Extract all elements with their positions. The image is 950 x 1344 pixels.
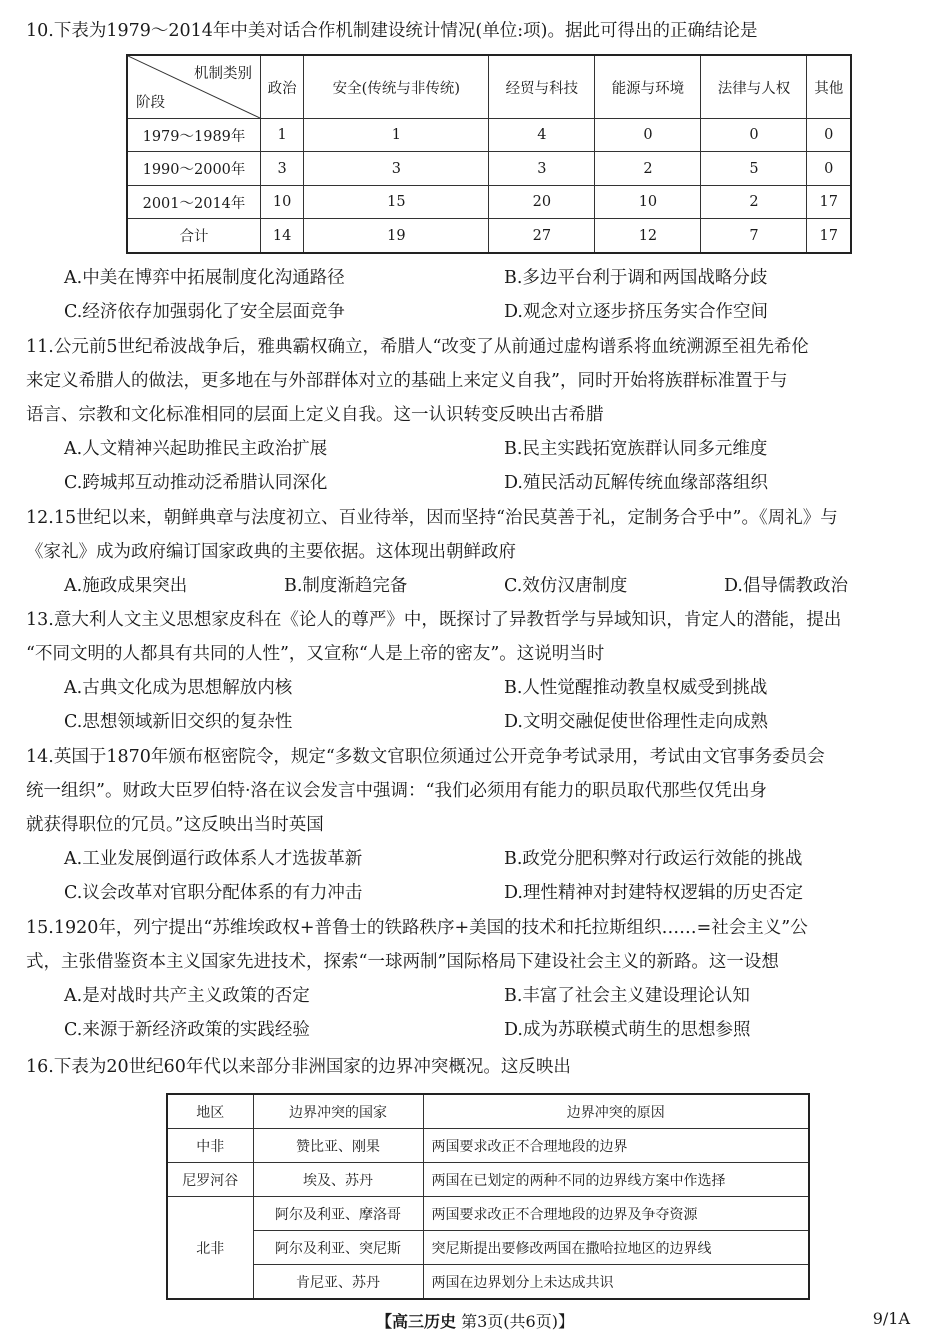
option-c[interactable]: C.议会改革对官职分配体系的有力冲击 xyxy=(64,883,363,903)
page-footer xyxy=(0,1309,950,1332)
row-label: 1990～2000年 xyxy=(127,152,261,185)
table-cell: 19 xyxy=(304,219,489,253)
question-15-stem xyxy=(26,911,926,979)
row-label: 1979～1989年 xyxy=(127,119,261,152)
footer-subject: 【高三历史 xyxy=(376,1312,457,1331)
table-cell: 0 xyxy=(807,119,851,152)
table-header-cell: 边界冲突的国家 xyxy=(253,1094,423,1129)
table-row xyxy=(167,1265,809,1300)
table-cell: 3 xyxy=(304,152,489,185)
option-a[interactable]: A.工业发展倒逼行政体系人才选拔革新 xyxy=(64,849,363,869)
table-cell: 3 xyxy=(261,152,304,185)
question-12-options xyxy=(26,569,950,603)
table-cell: 12 xyxy=(595,219,701,253)
stem-line: 就获得职位的冗员。”这反映出当时英国 xyxy=(26,815,324,835)
question-14-options xyxy=(26,842,950,910)
option-d[interactable]: D.倡导儒教政治 xyxy=(724,576,848,596)
stem-line: 语言、宗教和文化标准相同的层面上定义自我。这一认识转变反映出古希腊 xyxy=(26,405,604,425)
region-cell: 尼罗河谷 xyxy=(167,1163,253,1197)
option-b[interactable]: B.丰富了社会主义建设理论认知 xyxy=(504,986,750,1006)
table-row xyxy=(167,1231,809,1265)
table-header-cell: 能源与环境 xyxy=(595,55,701,119)
option-b[interactable]: B.多边平台利于调和两国战略分歧 xyxy=(504,268,768,288)
countries-cell: 阿尔及利亚、摩洛哥 xyxy=(253,1197,423,1231)
footer-page-number: 第3页(共6页)】 xyxy=(461,1312,574,1331)
option-d[interactable]: D.观念对立逐步挤压务实合作空间 xyxy=(504,302,768,322)
row-label: 合计 xyxy=(127,219,261,253)
option-d[interactable]: D.文明交融促使世俗理性走向成熟 xyxy=(504,712,768,732)
question-11-stem xyxy=(26,330,926,432)
countries-cell: 肯尼亚、苏丹 xyxy=(253,1265,423,1300)
question-10-options xyxy=(26,261,950,329)
option-a[interactable]: A.施政成果突出 xyxy=(64,576,188,596)
option-c[interactable]: C.思想领域新旧交织的复杂性 xyxy=(64,712,293,732)
stem-line: 14.英国于1870年颁布枢密院令，规定“多数文官职位须通过公开竞争考试录用，考试由文官事务委员会 xyxy=(26,747,825,767)
option-a[interactable]: A.古典文化成为思想解放内核 xyxy=(64,678,293,698)
table-cell: 5 xyxy=(701,152,807,185)
table-header-cell: 法律与人权 xyxy=(701,55,807,119)
option-b[interactable]: B.政党分肥积弊对行政运行效能的挑战 xyxy=(504,849,803,869)
region-cell: 中非 xyxy=(167,1129,253,1163)
table-header-cell: 边界冲突的原因 xyxy=(423,1094,809,1129)
table-cell: 7 xyxy=(701,219,807,253)
table-cell: 17 xyxy=(807,219,851,253)
countries-cell: 赞比亚、刚果 xyxy=(253,1129,423,1163)
stem-line: 来定义希腊人的做法，更多地在与外部群体对立的基础上来定义自我”，同时开始将族群标准置于与 xyxy=(26,371,788,391)
reason-cell: 两国要求改正不合理地段的边界及争夺资源 xyxy=(423,1197,809,1231)
corner-bottom-label: 阶段 xyxy=(136,95,165,111)
q10-table xyxy=(126,54,852,254)
reason-cell: 突尼斯提出要修改两国在撒哈拉地区的边界线 xyxy=(423,1231,809,1265)
table-cell: 0 xyxy=(807,152,851,185)
option-d[interactable]: D.理性精神对封建特权逻辑的历史否定 xyxy=(504,883,803,903)
question-16-stem: 16.下表为20世纪60年代以来部分非洲国家的边界冲突概况。这反映出 xyxy=(26,1057,571,1077)
question-12-stem xyxy=(26,501,926,569)
option-b[interactable]: B.人性觉醒推动教皇权威受到挑战 xyxy=(504,678,768,698)
corner-top-label: 机制类别 xyxy=(194,66,252,82)
table-header-row xyxy=(127,55,851,119)
table-row xyxy=(127,185,851,218)
table-cell: 1 xyxy=(304,119,489,152)
table-row xyxy=(167,1129,809,1163)
table-header-cell: 其他 xyxy=(807,55,851,119)
option-b[interactable]: B.民主实践拓宽族群认同多元维度 xyxy=(504,439,768,459)
question-13-options xyxy=(26,671,950,739)
table-cell: 0 xyxy=(701,119,807,152)
paper-code: 9/1A xyxy=(872,1309,910,1328)
stem-line: 12.15世纪以来，朝鲜典章与法度初立、百业待举，因而坚持“治民莫善于礼，定制务合乎中”。《周礼》与 xyxy=(26,508,838,528)
region-cell: 北非 xyxy=(167,1197,253,1300)
reason-cell: 两国在边界划分上未达成共识 xyxy=(423,1265,809,1300)
table-cell: 0 xyxy=(595,119,701,152)
stem-line: 15.1920年，列宁提出“苏维埃政权+普鲁士的铁路秩序+美国的技术和托拉斯组织……=社会主义”公 xyxy=(26,918,808,938)
table-cell: 10 xyxy=(261,185,304,218)
table-header-cell: 政治 xyxy=(261,55,304,119)
option-a[interactable]: A.人文精神兴起助推民主政治扩展 xyxy=(64,439,328,459)
table-cell: 20 xyxy=(489,185,595,218)
table-row xyxy=(127,152,851,185)
table-corner-cell xyxy=(127,55,261,119)
table-cell: 27 xyxy=(489,219,595,253)
table-cell: 2 xyxy=(701,185,807,218)
table-row xyxy=(127,219,851,253)
option-c[interactable]: C.效仿汉唐制度 xyxy=(504,576,628,596)
table-cell: 2 xyxy=(595,152,701,185)
table-row xyxy=(127,119,851,152)
table-cell: 4 xyxy=(489,119,595,152)
question-10-stem: 10.下表为1979～2014年中美对话合作机制建设统计情况(单位:项)。据此可得出的正确结论是 xyxy=(26,21,758,41)
table-cell: 14 xyxy=(261,219,304,253)
question-15-options xyxy=(26,979,950,1047)
question-11-options xyxy=(26,432,950,500)
reason-cell: 两国要求改正不合理地段的边界 xyxy=(423,1129,809,1163)
option-b[interactable]: B.制度渐趋完备 xyxy=(284,576,408,596)
stem-line: 式，主张借鉴资本主义国家先进技术，探索“一球两制”国际格局下建设社会主义的新路。这一设想 xyxy=(26,952,779,972)
stem-line: 13.意大利人文主义思想家皮科在《论人的尊严》中，既探讨了异教哲学与异域知识，肯定人的潜能，提出 xyxy=(26,610,842,630)
question-13-stem xyxy=(26,603,926,671)
option-a[interactable]: A.是对战时共产主义政策的否定 xyxy=(64,986,310,1006)
option-c[interactable]: C.经济依存加强弱化了安全层面竞争 xyxy=(64,302,345,322)
option-a[interactable]: A.中美在博弈中拓展制度化沟通路径 xyxy=(64,268,345,288)
table-header-cell: 地区 xyxy=(167,1094,253,1129)
table-cell: 3 xyxy=(489,152,595,185)
stem-line: “不同文明的人都具有共同的人性”，又宣称“人是上帝的密友”。这说明当时 xyxy=(26,644,605,664)
stem-line: 《家礼》成为政府编订国家政典的主要依据。这体现出朝鲜政府 xyxy=(26,542,516,562)
countries-cell: 阿尔及利亚、突尼斯 xyxy=(253,1231,423,1265)
table-cell: 1 xyxy=(261,119,304,152)
q16-table xyxy=(166,1093,810,1300)
table-row xyxy=(167,1163,809,1197)
table-header-cell: 经贸与科技 xyxy=(489,55,595,119)
reason-cell: 两国在已划定的两种不同的边界线方案中作选择 xyxy=(423,1163,809,1197)
table-row xyxy=(167,1197,809,1231)
table-cell: 10 xyxy=(595,185,701,218)
stem-line: 统一组织”。财政大臣罗伯特·洛在议会发言中强调：“我们必须用有能力的职员取代那些仅凭出身 xyxy=(26,781,767,801)
option-c[interactable]: C.跨城邦互动推动泛希腊认同深化 xyxy=(64,473,328,493)
question-14-stem xyxy=(26,740,926,842)
table-header-row xyxy=(167,1094,809,1129)
option-d[interactable]: D.殖民活动瓦解传统血缘部落组织 xyxy=(504,473,768,493)
stem-line: 11.公元前5世纪希波战争后，雅典霸权确立，希腊人“改变了从前通过虚构谱系将血统溯源至祖先希伦 xyxy=(26,337,809,357)
countries-cell: 埃及、苏丹 xyxy=(253,1163,423,1197)
table-cell: 17 xyxy=(807,185,851,218)
table-cell: 15 xyxy=(304,185,489,218)
option-c[interactable]: C.来源于新经济政策的实践经验 xyxy=(64,1020,310,1040)
option-d[interactable]: D.成为苏联模式萌生的思想参照 xyxy=(504,1020,751,1040)
table-header-cell: 安全(传统与非传统) xyxy=(304,55,489,119)
row-label: 2001～2014年 xyxy=(127,185,261,218)
